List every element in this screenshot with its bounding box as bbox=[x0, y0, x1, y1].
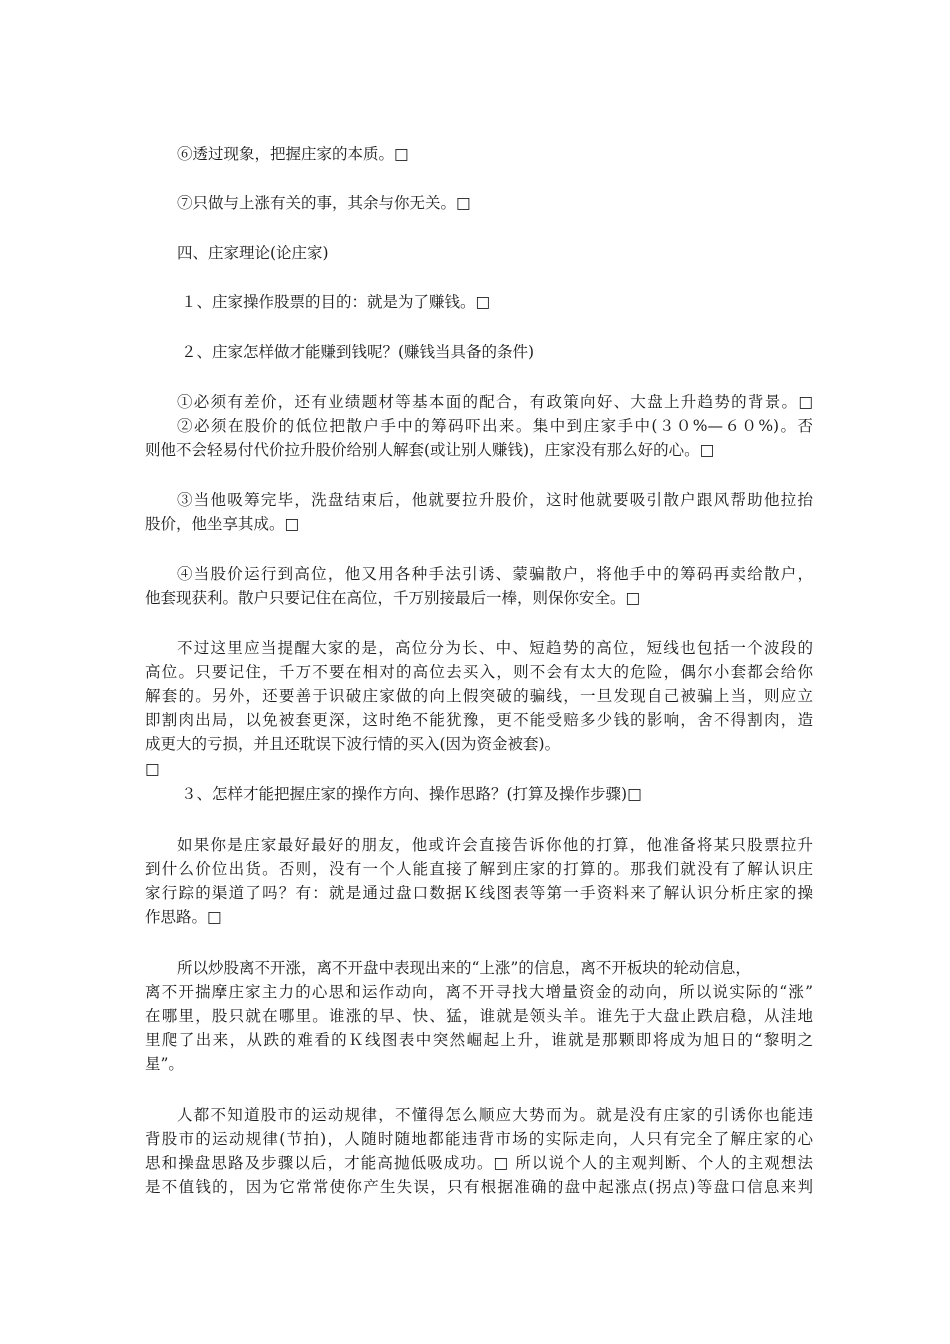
text-line: ②必须在股价的低位把散户手中的筹码吓出来。集中到庄家手中(３０%—６０%)。否 bbox=[177, 417, 813, 435]
text-line: 思和操盘思路及步骤以后，才能高抛低吸成功。□ 所以说个人的主观判断、个人的主观想法 bbox=[145, 1154, 813, 1172]
text-line: 到什么价位出货。否则，没有一个人能直接了解到庄家的打算的。那我们就没有了解认识庄 bbox=[145, 860, 813, 878]
text-line: 所以炒股离不开涨，离不开盘中表现出来的“上涨”的信息，离不开板块的轮动信息， bbox=[177, 959, 751, 977]
text-line: 即割肉出局，以免被套更深，这时绝不能犹豫，更不能受赔多少钱的影响，舍不得割肉，造 bbox=[145, 711, 813, 729]
text-line: 是不值钱的，因为它常常使你产生失误，只有根据准确的盘中起涨点(拐点)等盘口信息来判 bbox=[145, 1178, 813, 1196]
text-line: 背股市的运动规律(节拍)，人随时随地都能违背市场的实际走向，人只有完全了解庄家的心 bbox=[145, 1130, 813, 1148]
text-line: ③当他吸筹完毕，洗盘结束后，他就要拉升股价，这时他就要吸引散户跟风帮助他拉抬 bbox=[177, 491, 813, 509]
text-line: 解套的。另外，还要善于识破庄家做的向上假突破的骗线，一旦发现自己被骗上当，则应立 bbox=[145, 687, 813, 705]
text-line: 离不开揣摩庄家主力的心思和运作动向，离不开寻找大增量资金的动向，所以说实际的“涨” bbox=[145, 983, 813, 1001]
text-line: 他套现获利。散户只要记住在高位，千万别接最后一棒，则保你安全。□ bbox=[145, 589, 641, 607]
text-line: 成更大的亏损，并且还耽误下波行情的买入(因为资金被套)。 bbox=[145, 735, 561, 753]
text-line: 里爬了出来，从跌的难看的Ｋ线图表中突然崛起上升，谁就是那颗即将成为旭日的“黎明之 bbox=[145, 1031, 813, 1049]
text-line: 人都不知道股市的运动规律，不懂得怎么顺应大势而为。就是没有庄家的引诱你也能违 bbox=[177, 1106, 813, 1124]
text-line: ３、怎样才能把握庄家的操作方向、操作思路？(打算及操作步骤)□ bbox=[181, 785, 642, 803]
text-line: 高位。只要记住，千万不要在相对的高位去买入，则不会有太大的危险，偶尔小套都会给你 bbox=[145, 663, 813, 681]
text-line: 家行踪的渠道了吗？有：就是通过盘口数据Ｋ线图表等第一手资料来了解认识分析庄家的操 bbox=[145, 884, 813, 902]
text-line: 作思路。□ bbox=[145, 908, 222, 926]
text-line: ④当股价运行到高位，他又用各种手法引诱、蒙骗散户，将他手中的筹码再卖给散户， bbox=[177, 565, 813, 583]
text-line: 不过这里应当提醒大家的是，高位分为长、中、短趋势的高位，短线也包括一个波段的 bbox=[177, 639, 813, 657]
text-line: 星”。 bbox=[145, 1055, 184, 1073]
text-line: □ bbox=[145, 760, 160, 778]
text-line: 股价，他坐享其成。□ bbox=[145, 515, 300, 533]
text-line: ①必须有差价，还有业绩题材等基本面的配合，有政策向好、大盘上升趋势的背景。□ bbox=[177, 393, 813, 411]
section-heading: 四、庄家理论(论庄家) bbox=[177, 244, 329, 262]
text-line: ⑦只做与上涨有关的事，其余与你无关。□ bbox=[177, 194, 471, 212]
text-line: 则他不会轻易付代价拉升股价给别人解套(或让别人赚钱)，庄家没有那么好的心。□ bbox=[145, 441, 715, 459]
text-line: ⑥透过现象，把握庄家的本质。□ bbox=[177, 145, 409, 163]
text-line: 在哪里，股只就在哪里。谁涨的早、快、猛，谁就是领头羊。谁先于大盘止跌启稳，从洼地 bbox=[145, 1007, 813, 1025]
text-line: ２、庄家怎样做才能赚到钱呢？(赚钱当具备的条件) bbox=[181, 343, 535, 361]
text-line: 如果你是庄家最好最好的朋友，他或许会直接告诉你他的打算，他准备将某只股票拉升 bbox=[177, 836, 813, 854]
text-line: １、庄家操作股票的目的：就是为了赚钱。□ bbox=[181, 293, 491, 311]
